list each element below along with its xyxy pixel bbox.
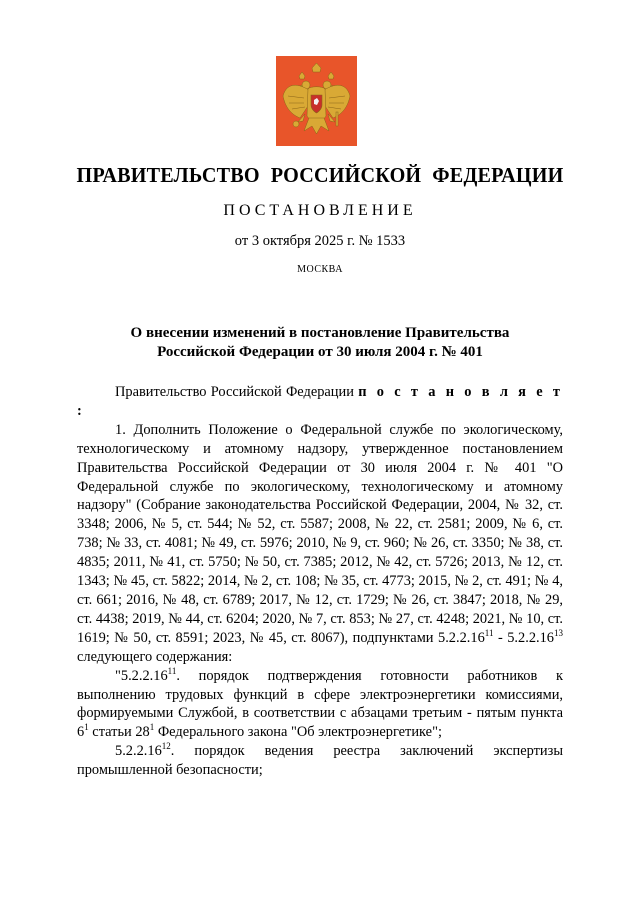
document-subject: [0, 324, 640, 361]
item-1-paragraph: [77, 421, 563, 667]
subitem-12-number: 5.2.2.16: [115, 743, 162, 760]
superscript: 11: [484, 627, 494, 638]
intro-paragraph: [77, 383, 563, 421]
intro-verb: п о с т а н о в л я е т :: [77, 384, 563, 419]
item-1-tail: следующего содержания:: [77, 648, 233, 665]
subject-line: Российской Федерации от 30 июля 2004 г. № 401: [157, 343, 483, 360]
subitem-11-text: статьи 28: [88, 724, 150, 741]
document-type: ПОСТАНОВЛЕНИЕ: [223, 202, 417, 219]
superscript: 12: [161, 741, 171, 752]
subitem-11-number: "5.2.2.16: [115, 667, 168, 684]
document-date-number: от 3 октября 2025 г. № 1533: [234, 233, 406, 249]
superscript: 13: [554, 627, 563, 638]
subitem-12-text: . порядок ведения реестра заключений экспертизы промышленной безопасности;: [77, 743, 563, 779]
superscript: 1: [84, 722, 89, 733]
coat-of-arms-emblem: [276, 56, 357, 146]
intro-subject: Правительство Российской Федерации: [115, 384, 359, 400]
subitem-11-text: . порядок подтверждения готовности работников к выполнению трудовых функций в сфере электроэнергетики комиссиями, формируемыми Службой, в соответствии с абзацами третьим - пятым пункта 6: [77, 667, 563, 741]
subitem-11-paragraph: [77, 667, 563, 743]
subitem-11-text: Федерального закона "Об электроэнергетике";: [154, 724, 442, 741]
subject-line: О внесении изменений в постановление Правительства: [130, 325, 510, 341]
item-1-mid: - 5.2.2.16: [493, 629, 554, 646]
subitem-12-paragraph: [77, 742, 563, 780]
superscript: 1: [149, 722, 155, 733]
superscript: 11: [167, 665, 177, 676]
document-body: [77, 383, 563, 780]
government-title: ПРАВИТЕЛЬСТВО РОССИЙСКОЙ ФЕДЕРАЦИИ: [76, 163, 564, 187]
item-1-text: 1. Дополнить Положение о Федеральной службе по экологическому, технологическому и атомному надзору, утвержденное постановлением Правительства Российской Федерации от 30 июля 2004 г. № 401 "О Федеральной службе по экологическому, технологическому и атомному надзору" (Собрание законодательства Российской Федерации, 2004, № 32, ст. 3348; 2006, № 5, ст. 544; № 52, ст. 5587; 2008, № 22, ст. 2581; 2009, № 6, ст. 738; № 33, ст. 4081; № 49, ст. 5976; 2010, № 9, ст. 960; № 26, ст. 3350; № 38, ст. 4835; 2011, № 41, ст. 5750; № 50, ст. 7385; 2012, № 42, ст. 5726; 2013, № 12, ст. 1343; № 45, ст. 5822; 2014, № 2, ст. 108; № 35, ст. 4773; 2015, № 2, ст. 491; № 4, ст. 661; 2016, № 48, ст. 6789; 2017, № 12, ст. 1729; № 26, ст. 3847; 2018, № 29, ст. 4438; 2019, № 44, ст. 6204; 2020, № 7, ст. 853; № 27, ст. 4248; 2021, № 10, ст. 1619; № 50, ст. 8591; 2023, № 45, ст. 8067), подпунктами 5.2.2.16: [77, 421, 563, 646]
document-city: МОСКВА: [297, 264, 343, 275]
